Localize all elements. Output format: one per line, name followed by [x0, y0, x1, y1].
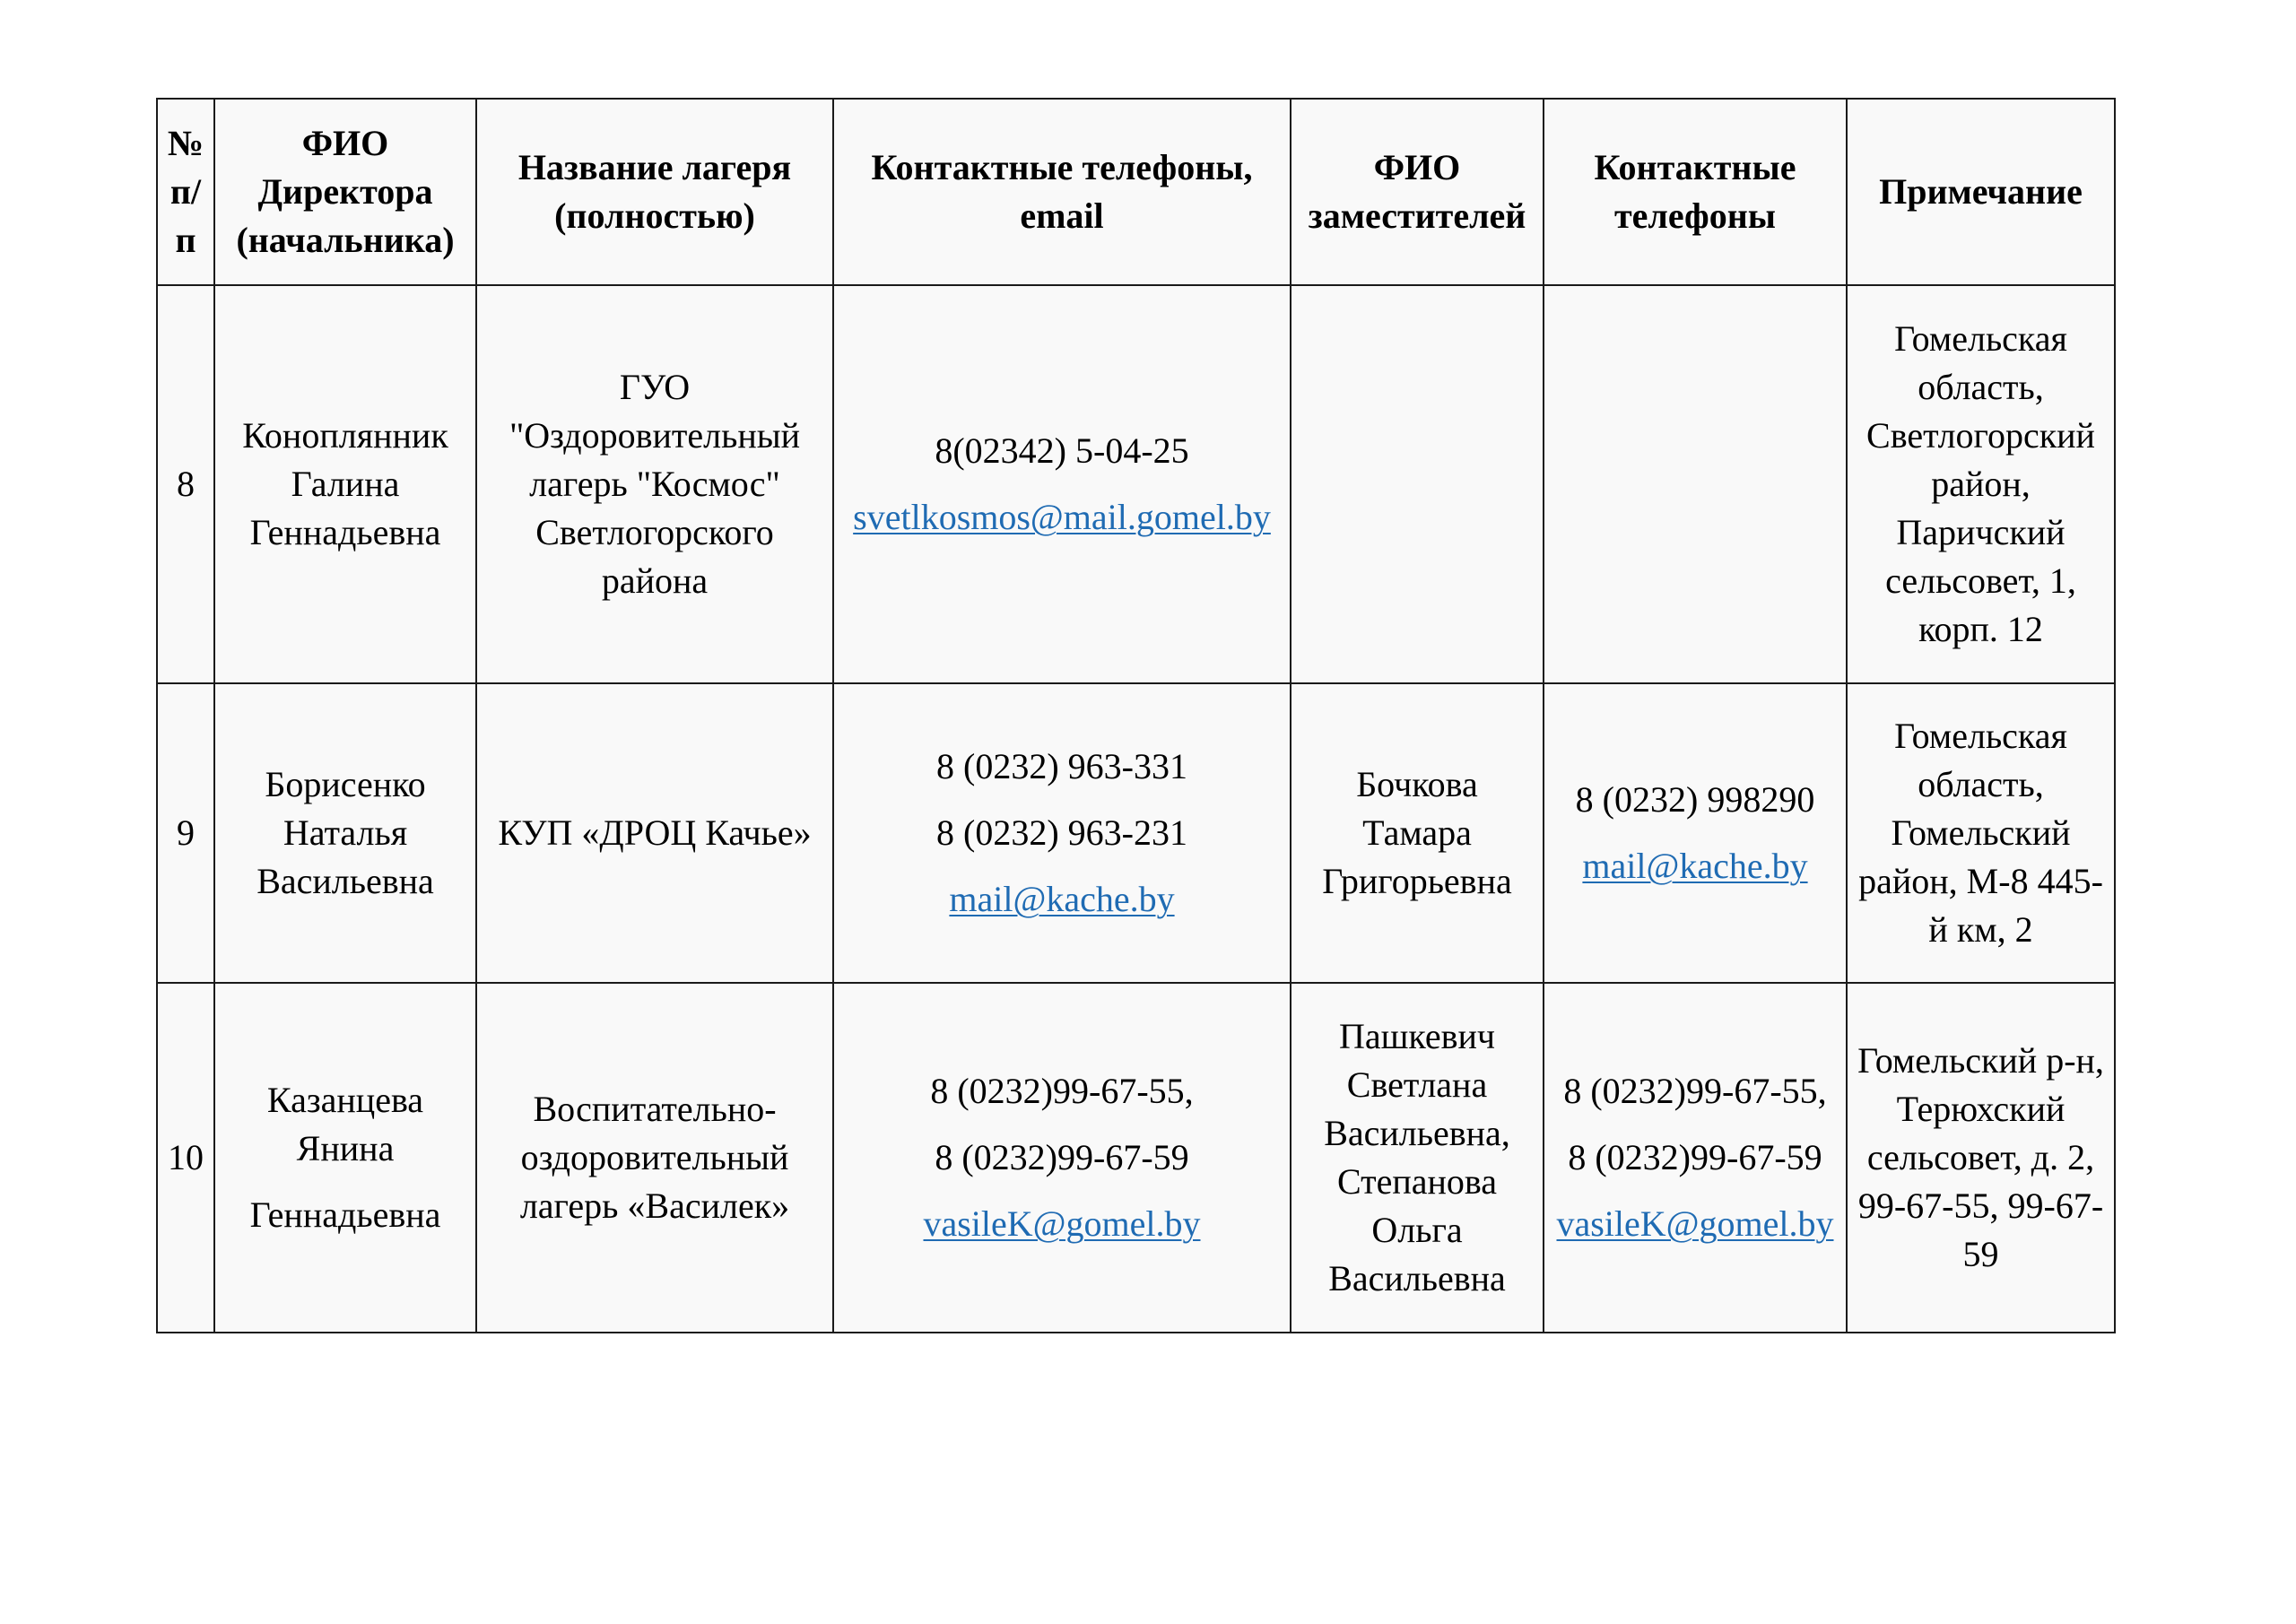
cell-director: Коноплянник Галина Геннадьевна — [214, 285, 476, 683]
header-num: № п/п — [157, 99, 214, 285]
cell-deputies: Пашкевич Светлана Васильевна, Степанова Ольга Васильевна — [1291, 983, 1544, 1333]
table-row — [157, 983, 2115, 1333]
table-row — [157, 285, 2115, 683]
header-row — [157, 99, 2115, 285]
cell-deputy-phones — [1544, 285, 1847, 683]
cell-contacts: 8 (0232) 963-331 8 (0232) 963-231 mail@kache.by — [833, 683, 1291, 983]
table-row — [157, 683, 2115, 983]
cell-director: Борисенко Наталья Васильевна — [214, 683, 476, 983]
cell-camp-name: Воспитательно- оздоровительный лагерь «Василек» — [476, 983, 833, 1333]
email-link[interactable]: mail@kache.by — [949, 879, 1175, 919]
cell-num: 8 — [157, 285, 214, 683]
cell-num: 10 — [157, 983, 214, 1333]
header-contacts: Контактные телефоны, email — [833, 99, 1291, 285]
cell-deputies: Бочкова Тамара Григорьевна — [1291, 683, 1544, 983]
cell-num: 9 — [157, 683, 214, 983]
cell-contacts: 8 (0232)99-67-55, 8 (0232)99-67-59 vasileK@gomel.by — [833, 983, 1291, 1333]
cell-deputies — [1291, 285, 1544, 683]
header-deputies: ФИО заместителей — [1291, 99, 1544, 285]
header-camp-name: Название лагеря (полностью) — [476, 99, 833, 285]
cell-note: Гомельская область, Гомельский район, М-8 445- й км, 2 — [1847, 683, 2115, 983]
email-link[interactable]: svetlkosmos@mail.gomel.by — [853, 497, 1271, 537]
cell-director: Казанцева Янина Геннадьевна — [214, 983, 476, 1333]
cell-note: Гомельский р-н, Терюхский сельсовет, д. 2, 99-67-55, 99-67- 59 — [1847, 983, 2115, 1333]
header-note: Примечание — [1847, 99, 2115, 285]
cell-camp-name: КУП «ДРОЦ Качье» — [476, 683, 833, 983]
header-director: ФИО Директора (начальника) — [214, 99, 476, 285]
cell-note: Гомельская область, Светлогорский район, Паричский сельсовет, 1, корп. 12 — [1847, 285, 2115, 683]
cell-contacts: 8(02342) 5-04-25 svetlkosmos@mail.gomel.by — [833, 285, 1291, 683]
deputy-email-link[interactable]: vasileK@gomel.by — [1556, 1203, 1834, 1244]
cell-deputy-phones: 8 (0232) 998290 mail@kache.by — [1544, 683, 1847, 983]
deputy-email-link[interactable]: mail@kache.by — [1582, 846, 1808, 886]
header-deputy-phones: Контактные телефоны — [1544, 99, 1847, 285]
camps-table — [156, 98, 2116, 1333]
cell-deputy-phones: 8 (0232)99-67-55, 8 (0232)99-67-59 vasileK@gomel.by — [1544, 983, 1847, 1333]
cell-camp-name: ГУО "Оздоровительный лагерь "Космос" Светлогорского района — [476, 285, 833, 683]
email-link[interactable]: vasileK@gomel.by — [923, 1203, 1201, 1244]
